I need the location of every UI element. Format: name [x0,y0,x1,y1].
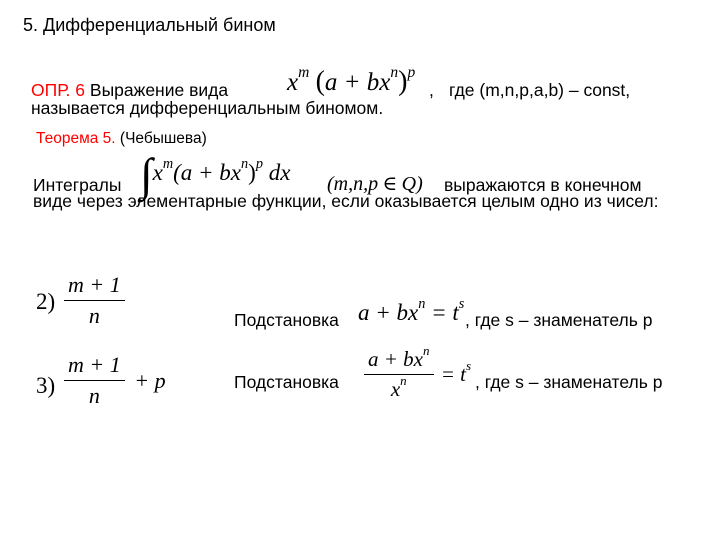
theorem-condition: (m,n,p ∈ Q) [327,173,423,195]
definition-where: где (m,n,p,a,b) – const, [449,80,631,100]
theorem-line-2: виде через элементарные функции, если оказывается целым одно из чисел: [33,191,659,211]
item-3-where: , где s – знаменатель p [475,372,663,392]
definition-comma: , [429,80,434,100]
theorem-note: (Чебышева) [119,130,207,147]
item-3-fraction: $\frac{m + 1}{n}$ + p [64,352,166,409]
item-2-substitution: $a + bx^n = t^s$ [358,295,465,325]
item-3-subst-label: Подстановка [234,372,339,392]
integral-sign: ∫ [140,149,153,200]
item-2-fraction: $\frac{m + 1}{n}$ [64,272,125,329]
theorem-label: Теорема 5. [36,130,116,147]
element-of-symbol: ∈ [382,173,398,195]
definition-prefix: Выражение вида [89,80,229,100]
item-2-number: 2) [36,289,56,314]
item-3-substitution: $\frac{a + bx^n}{x^n}$ = $t^s$ [364,347,471,402]
binomial-expression: $x^m$ $(a + bx^n)^p$ [287,63,416,97]
definition-label: ОПР. 6 [31,80,86,100]
item-2-subst-label: Подстановка [234,310,339,330]
integral-expression: $\int x^m(a + bx^n)^p$ dx [140,149,291,200]
theorem-header [36,130,207,148]
theorem-integrals-word: Интегралы [33,175,122,195]
item-3-number: 3) [36,373,56,398]
theorem-expressed: выражаются в конечном [444,175,642,195]
item-2-where: , где s – знаменатель p [465,310,653,330]
definition-line-2: называется дифференциальным биномом. [31,98,384,118]
slide-title: 5. Дифференциальный бином [23,15,276,35]
